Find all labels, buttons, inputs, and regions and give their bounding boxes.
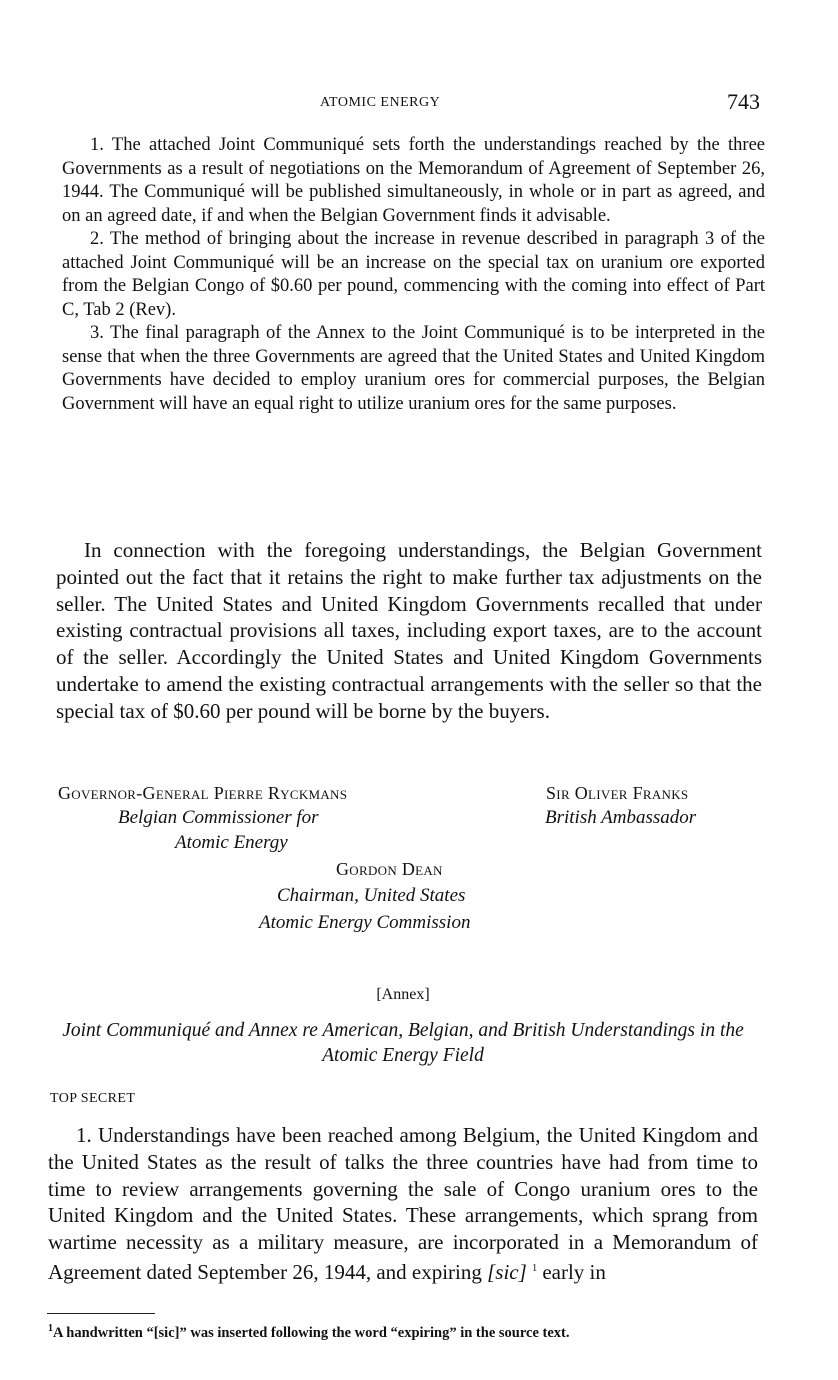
footnote-divider — [47, 1313, 155, 1314]
signatory-title-franks: British Ambassador — [545, 807, 697, 828]
signatory-name-ryckmans: Governor-General Pierre Ryckmans — [58, 783, 348, 803]
annex-title: Joint Communiqué and Annex re American, Belgian, and British Understandings in the Atomic Energy Field — [62, 1020, 744, 1066]
page-number: 743 — [727, 89, 760, 114]
connection-paragraph: In connection with the foregoing understandings, the Belgian Government pointed out the fact that it retains the right to make further tax adjustments on the seller. The United States and United Kingdom Governments recalled that under existing contractual provisions all taxes, including export taxes, are to the account of the seller. Accordingly the United States and United Kingdom Governments undertake to amend the existing contractual arrangements with the seller so that the special tax of $0.60 per pound will be borne by the buyers. — [56, 538, 762, 723]
footnote-reference: 1 — [532, 1262, 538, 1274]
numbered-items — [62, 134, 765, 416]
numbered-item-2: 2. The method of bringing about the increase in revenue described in paragraph 3 of the attached Joint Communiqué will be an increase on the special tax on uranium ore exported from the Belgian Congo of $0.60 per pound, commencing with the coming into effect of Part C, Tab 2 (Rev). — [62, 229, 765, 320]
footnote-text: A handwritten “[sic]” was inserted following the word “expiring” in the source text. — [53, 1324, 570, 1341]
signatory-title-ryckmans-2: Atomic Energy — [175, 832, 288, 853]
sic-mark: [sic] — [487, 1259, 527, 1284]
running-title: ATOMIC ENERGY — [320, 95, 441, 110]
numbered-item-1: 1. The attached Joint Communiqué sets forth the understandings reached by the three Governments as a result of negotiations on the Memorandum of Agreement of September 26, 1944. The Communiqué will be published simultaneously, in whole or in part as agreed, and on an agreed date, if and when the Belgian Government finds it advisable. — [62, 135, 765, 226]
signatory-title-dean-1: Chairman, United States — [277, 885, 466, 906]
signatory-name-franks: Sir Oliver Franks — [546, 783, 689, 803]
footnote — [48, 1321, 756, 1341]
annex-paragraph-1-text: 1. Understandings have been reached among Belgium, the United Kingdom and the United States as the result of talks the three countries have had from time to time to review arrangements governing the sale of Congo uranium ores to the United Kingdom and the United States. These arrangements, which sprang from wartime necessity as a military measure, are incorporated in a Memorandum of Agreement dated September 26, 1944, and expiring — [48, 1123, 758, 1284]
footnote-marker: 1 — [48, 1323, 53, 1334]
numbered-item-3: 3. The final paragraph of the Annex to the Joint Communiqué is to be interpreted in the sense that when the three Governments are agreed that the United States and United Kingdom Governments have decided to employ uranium ores for commercial purposes, the Belgian Government will have an equal right to utilize uranium ores for the same purposes. — [62, 323, 765, 414]
signatory-name-dean: Gordon Dean — [336, 859, 443, 879]
annex-label: [Annex] — [376, 986, 430, 1003]
connection-paragraph-block — [56, 537, 762, 725]
signatory-title-ryckmans-1: Belgian Commissioner for — [118, 807, 319, 828]
annex-paragraph-1 — [48, 1122, 758, 1286]
classification-marking: TOP SECRET — [50, 1091, 136, 1106]
signatory-title-dean-2: Atomic Energy Commission — [259, 912, 471, 933]
annex-paragraph-1-continuation: early in — [537, 1259, 606, 1284]
annex-paragraph-block — [48, 1122, 758, 1286]
